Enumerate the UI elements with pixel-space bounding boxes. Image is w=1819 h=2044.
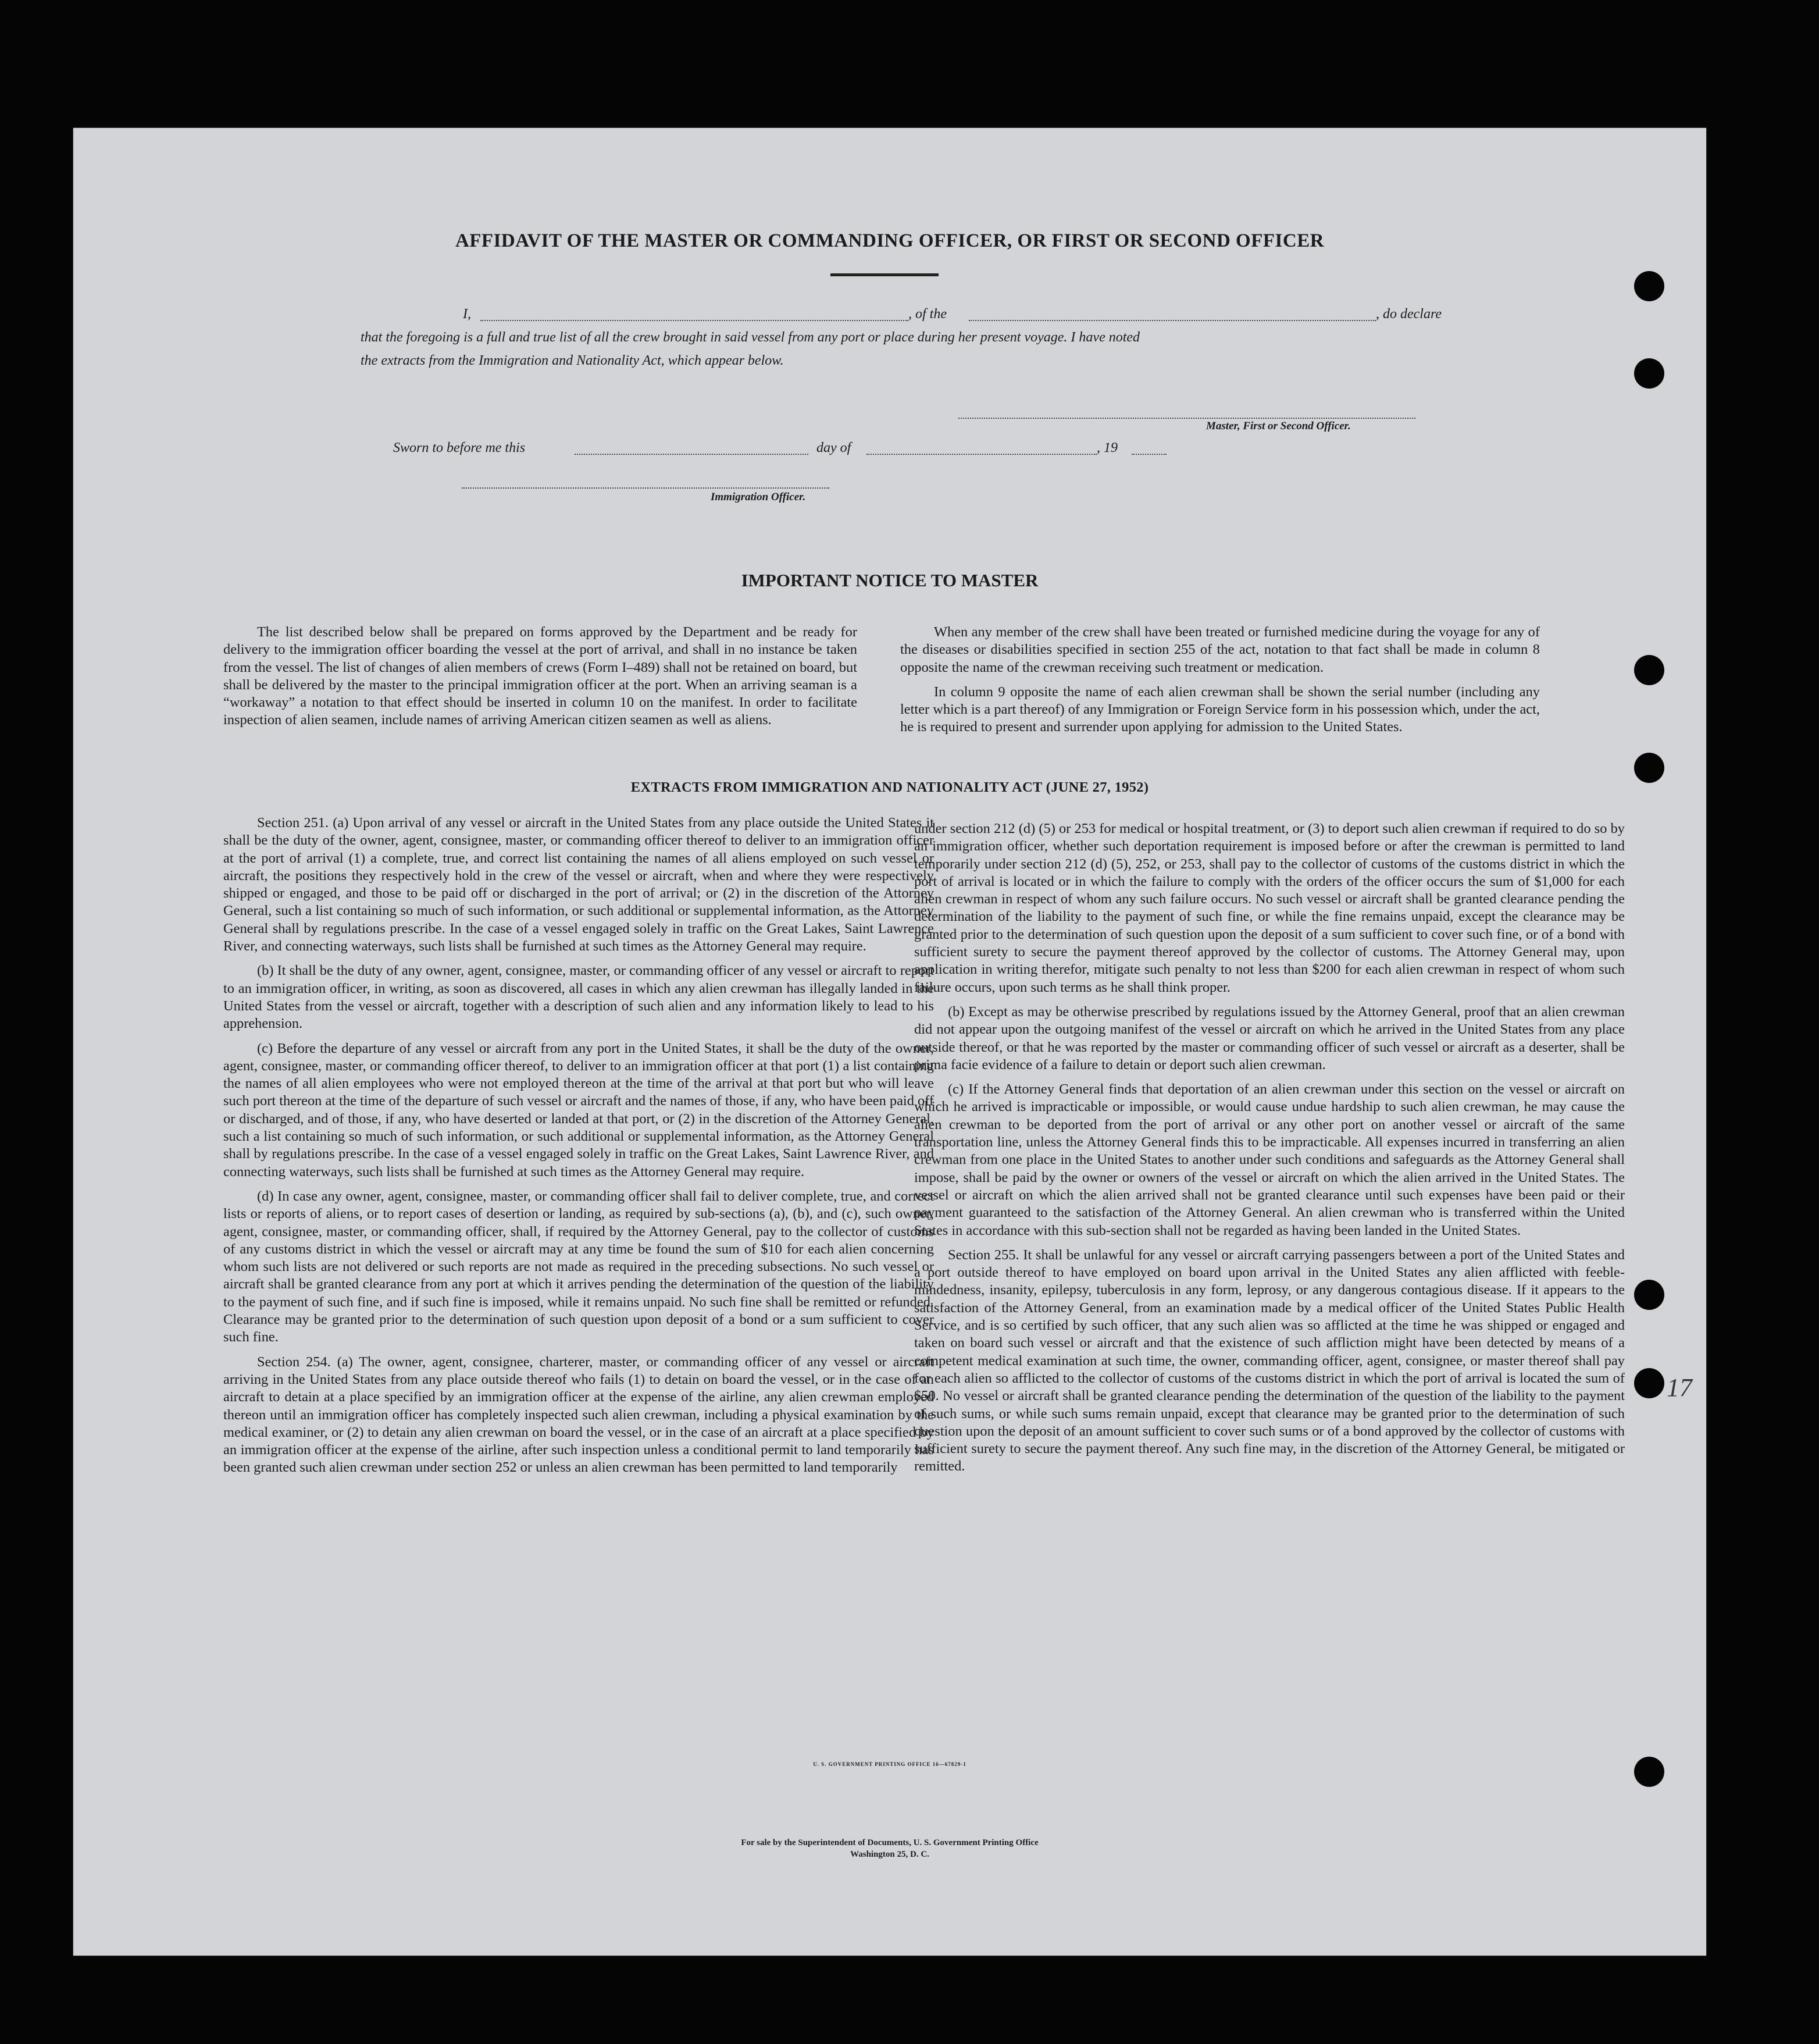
- extracts-left-column: [223, 814, 934, 1484]
- vessel-name-field[interactable]: [969, 320, 1376, 321]
- day-of-label: day of: [816, 440, 851, 455]
- sworn-month-field[interactable]: [866, 454, 1097, 455]
- declare-label: , do declare: [1376, 307, 1442, 322]
- declaration-line-2: that the foregoing is a full and true list of all the crew brought in said vessel from any port or place during her present voyage. I have noted: [361, 330, 1140, 345]
- punch-hole: [1634, 358, 1664, 389]
- sworn-year-field[interactable]: [1132, 454, 1167, 455]
- notice-left-paragraph: The list described below shall be prepared on forms approved by the Department and be ready for delivery to the immigration officer boarding the vessel at the port of arrival, and shall in no instance be taken from the vessel. The list of changes of alien members of crews (Form I–489) shall not be retained on board, but shall be delivered by the master to the principal immigration officer at the port. When an arriving seaman is a “workaway” a notation to that effect should be inserted in column 10 on the manifest. In order to facilitate inspection of alien seamen, include names of arriving American citizen seamen as well as aliens.: [223, 624, 857, 728]
- printing-office-line: U. S. GOVERNMENT PRINTING OFFICE 16—67829-1: [813, 1761, 966, 1767]
- sworn-label: Sworn to before me this: [393, 440, 526, 455]
- of-the-label: , of the: [908, 307, 947, 322]
- declarant-label: I,: [463, 307, 471, 322]
- sworn-line: [393, 436, 1265, 460]
- declaration-line-3: the extracts from the Immigration and Nationality Act, which appear below.: [361, 353, 784, 368]
- form-page: [73, 128, 1706, 1956]
- section-251c: (c) Before the departure of any vessel or aircraft from any port in the United States, it shall be the duty of the owner, agent, consignee, master, or commanding officer thereof, to deliver to an immigration officer at that port (1) a list containing the names of all alien employees who were not employed thereon at the time of the arrival at that port but who will leave such port thereon at the time of the departure of such vessel or aircraft and the names of those, if any, who have been paid off or discharged, and of those, if any, who have deserted or landed at that port, or (2) in the discretion of the Attorney General, such a list containing so much of such information, or such additional or supplemental information, as the Attorney General shall by regulations prescribe. In the case of a vessel engaged solely in traffic on the Great Lakes, Saint Lawrence River, and connecting waterways, such lists shall be furnished at such times as the Attorney General may require.: [223, 1040, 934, 1180]
- immigration-officer-signature-field[interactable]: [462, 487, 829, 489]
- section-251b: (b) It shall be the duty of any owner, agent, consignee, master, or commanding officer of any vessel or aircraft to report to an immigration officer, in writing, as soon as discovered, all cases in which any alien crewman has illegally landed in the United States from the vessel or aircraft, together with a description of such alien and any information likely to lead to his apprehension.: [223, 963, 934, 1032]
- sale-footer-line-2: Washington 25, D. C.: [850, 1850, 929, 1859]
- sale-footer: [73, 1837, 1706, 1860]
- year-label: , 19: [1097, 440, 1118, 455]
- declarant-name-field[interactable]: [480, 320, 908, 321]
- affidavit-title: AFFIDAVIT OF THE MASTER OR COMMANDING OFFICER, OR FIRST OR SECOND OFFICER: [455, 230, 1325, 251]
- notice-right-paragraph-2: In column 9 opposite the name of each alien crewman shall be shown the serial number (including any letter which is a part thereof) of any Immigration or Foreign Service form in his possession which, under the act, he is required to present and surrender upon applying for admission to the United States.: [900, 683, 1540, 735]
- master-signature-caption: Master, First or Second Officer.: [1206, 420, 1351, 432]
- notice-left-column: [223, 624, 857, 736]
- section-254a: Section 254. (a) The owner, agent, consignee, charterer, master, or commanding officer of any vessel or aircraft arriving in the United States from any place outside thereof who fails (1) to detain on board the vessel, or in the case of an aircraft to detain at a place specified by an immigration officer at the expense of the airline, any alien crewman employed thereon until an immigration officer has completely inspected such alien crewman, including a physical examination by the medical examiner, or (2) to detain any alien crewman on board the vessel, or in the case of an aircraft at a place specified by an immigration officer at the expense of the airline, after such inspection unless a conditional permit to land temporarily has been granted such alien crewman under section 252 or unless an alien crewman has been permitted to land temporarily: [223, 1354, 934, 1476]
- punch-hole: [1634, 753, 1664, 783]
- notice-right-paragraph-1: When any member of the crew shall have been treated or furnished medicine during the voyage for any of the diseases or disabilities specified in section 255 of the act, notation to that fact shall be made in column 8 opposite the name of the crewman receiving such treatment or medication.: [900, 624, 1540, 675]
- sale-footer-line-1: For sale by the Superintendent of Documents, U. S. Government Printing Office: [741, 1838, 1039, 1847]
- section-251a: Section 251. (a) Upon arrival of any vessel or aircraft in the United States from any place outside the United States it shall be the duty of the owner, agent, consignee, master, or commanding officer thereof to deliver to an immigration officer at the port of arrival (1) a complete, true, and correct list containing the names of all aliens employed on such vessel or aircraft, the positions they respectively hold in the crew of the vessel or aircraft, when and where they were respectively shipped or engaged, and those to be paid off or discharged in the port of arrival; or (2) in the discretion of the Attorney General, such a list containing so much of such information, or such additional or supplemental information, as the Attorney General shall by regulations prescribe. In the case of a vessel engaged solely in traffic on the Great Lakes, Saint Lawrence River, and connecting waterways, such lists shall be furnished at such times as the Attorney General may require.: [223, 815, 934, 955]
- extracts-right-column: [914, 820, 1625, 1483]
- punch-hole: [1634, 655, 1664, 685]
- immigration-officer-caption: Immigration Officer.: [711, 491, 806, 503]
- punch-hole: [1634, 271, 1664, 301]
- master-signature-field[interactable]: [958, 418, 1415, 419]
- punch-hole: [1634, 1368, 1664, 1398]
- punch-hole: [1634, 1280, 1664, 1310]
- extracts-title: EXTRACTS FROM IMMIGRATION AND NATIONALITY ACT (JUNE 27, 1952): [630, 779, 1149, 795]
- section-254a-continued: under section 212 (d) (5) or 253 for medical or hospital treatment, or (3) to deport such alien crewman if required to do so by an immigration officer, whether such deportation requirement is imposed before or after the crewman is permitted to land temporarily under section 212 (d) (5), 252, or 253, shall pay to the collector of customs of the customs district in which the port of arrival is located or in which the failure to comply with the orders of the officer occurs the sum of $1,000 for each alien crewman in respect of whom any such failure occurs. No such vessel or aircraft shall be granted clearance pending the determination of the liability to the payment of such fine, or while the fine remains unpaid, except the clearance may be granted prior to the determination of such question upon the deposit of a sum sufficient to cover such fine, or of a bond with sufficient surety to secure the payment thereof approved by the collector of customs. The Attorney General may, upon application in writing therefor, mitigate such penalty to not less than $200 for each alien crewman in respect of whom such failure occurs, upon such terms as he shall think proper.: [914, 821, 1625, 995]
- margin-mark: 17: [1667, 1373, 1692, 1402]
- section-255: Section 255. It shall be unlawful for any vessel or aircraft carrying passengers between a port of the United States and a port outside thereof to have employed on board upon arrival in the United States any alien afflicted with feeble-mindedness, insanity, epilepsy, tuberculosis in any form, leprosy, or any dangerous contagious disease. If it appears to the satisfaction of the Attorney General, from an examination made by a medical officer of the United States Public Health Service, and is so certified by such officer, that any such alien was so afflicted at the time he was shipped or engaged and taken on board such vessel or aircraft and that the existence of such affliction might have been detected by means of a competent medical examination at such time, the owner, commanding officer, agent, consignee, or master thereof shall pay for each alien so afflicted to the collector of customs of the customs district in which the port of arrival is located the sum of $50. No vessel or aircraft shall be granted clearance pending the determination of the question of the liability to the payment of such sums, or while such sums remain unpaid, except that clearance may be granted prior to the determination of such question upon the deposit of an amount sufficient to cover such sums or of a bond approved by the collector of customs with sufficient surety to secure the payment thereof. Any such fine may, in the discretion of the Attorney General, be mitigated or remitted.: [914, 1247, 1625, 1475]
- section-254c: (c) If the Attorney General finds that deportation of an alien crewman under this section on the vessel or aircraft on which he arrived is impracticable or impossible, or would cause undue hardship to such alien crewman, he may cause the alien crewman to be deported from the port of arrival or any other port on another vessel or aircraft of the same transportation line, unless the Attorney General finds this to be impracticable. All expenses incurred in transferring an alien crewman from one place in the United States to another under such conditions and safeguards as the Attorney General shall impose, shall be paid by the owner or owners of the vessel or aircraft on which the alien arrived in the United States. The vessel or aircraft on which the alien arrived shall not be granted clearance until such expenses have been paid or their payment guaranteed to the satisfaction of the Attorney General. An alien crewman who is transferred within the United States in accordance with this sub-section shall not be regarded as having been landed in the United States.: [914, 1081, 1625, 1238]
- section-251d: (d) In case any owner, agent, consignee, master, or commanding officer shall fail to deliver complete, true, and correct lists or reports of aliens, or to report cases of desertion or landing, as required by sub-sections (a), (b), and (c), such owner, agent, consignee, master, or commanding officer, shall, if required by the Attorney General, pay to the collector of customs of any customs district in which the vessel or aircraft may at any time be found the sum of $10 for each alien concerning whom such lists are not delivered or such reports are not made as required in the preceding subsections. No such vessel or aircraft shall be granted clearance from any port at which it arrives pending the determination of the question of the liability to the payment of such fine, and if such fine is imposed, while it remains unpaid. No such fine shall be remitted or refunded. Clearance may be granted prior to the determination of such question upon deposit of a bond or a sum sufficient to cover such fine.: [223, 1188, 934, 1345]
- sworn-day-field[interactable]: [575, 454, 808, 455]
- notice-right-column: [900, 624, 1540, 743]
- section-254b: (b) Except as may be otherwise prescribed by regulations issued by the Attorney General, proof that an alien crewman did not appear upon the outgoing manifest of the vessel or aircraft on which he arrived in the United States from any place outside thereof, or that he was reported by the master or commanding officer of such vessel or aircraft as a deserter, shall be prima facie evidence of a failure to detain or deport such alien crewman.: [914, 1003, 1625, 1073]
- punch-hole: [1634, 1757, 1664, 1787]
- notice-title: IMPORTANT NOTICE TO MASTER: [741, 570, 1039, 590]
- title-rule: [830, 273, 939, 276]
